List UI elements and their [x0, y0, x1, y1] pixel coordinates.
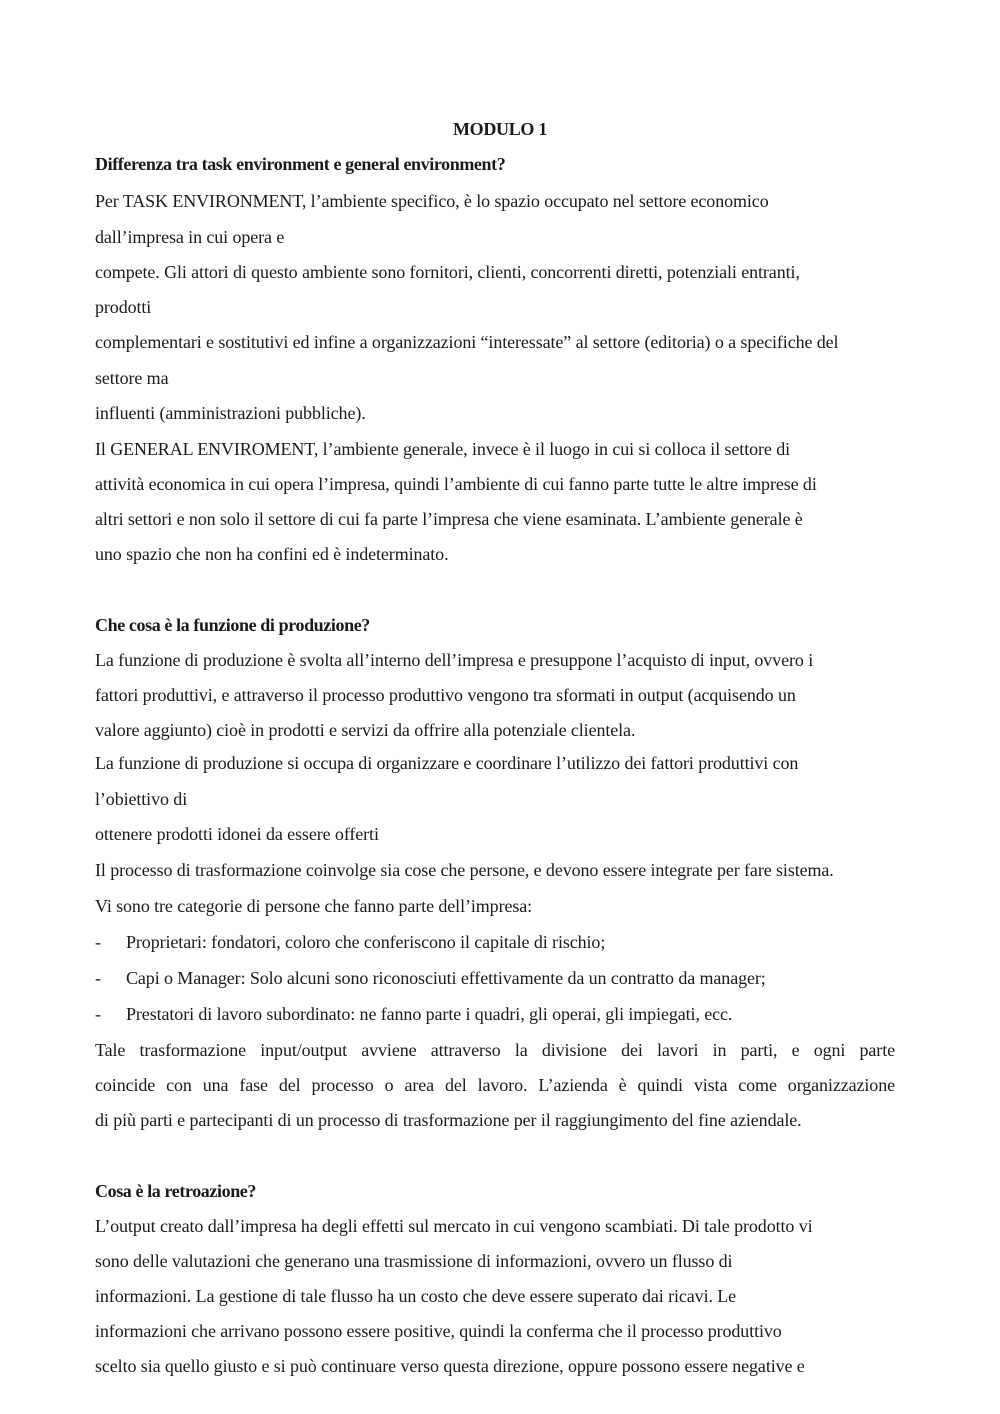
- question-heading-task-environment: Differenza tra task environment e general environment?: [95, 154, 506, 174]
- list-item: Proprietari: fondatori, coloro che conferiscono il capitale di rischio;: [126, 932, 606, 952]
- paragraph-line: dall’impresa in cui opera e: [95, 227, 285, 247]
- paragraph-line: altri settori e non solo il settore di cui fa parte l’impresa che viene esaminata. L’ambiente generale è: [95, 509, 803, 529]
- paragraph-line: valore aggiunto) cioè in prodotti e servizi da offrire alla potenziale clientela.: [95, 720, 636, 740]
- paragraph-line: La funzione di produzione si occupa di organizzare e coordinare l’utilizzo dei fattori produttivi con: [95, 753, 799, 773]
- paragraph-line: complementari e sostitutivi ed infine a organizzazioni “interessate” al settore (editoria) o a specifiche del: [95, 332, 839, 352]
- paragraph-line: Per TASK ENVIRONMENT, l’ambiente specifico, è lo spazio occupato nel settore economico: [95, 191, 769, 211]
- paragraph-line: sono delle valutazioni che generano una trasmissione di informazioni, ovvero un flusso di: [95, 1251, 733, 1271]
- paragraph-line: prodotti: [95, 297, 152, 317]
- paragraph-line: settore ma: [95, 368, 169, 388]
- paragraph-line: informazioni. La gestione di tale flusso ha un costo che deve essere superato dai ricavi. Le: [95, 1286, 737, 1306]
- list-bullet: -: [95, 1004, 101, 1024]
- page-title: MODULO 1: [452, 119, 548, 139]
- paragraph-line: Vi sono tre categorie di persone che fanno parte dell’impresa:: [95, 896, 533, 916]
- paragraph-line: uno spazio che non ha confini ed è indeterminato.: [95, 544, 449, 564]
- paragraph-line: Il GENERAL ENVIROMENT, l’ambiente generale, invece è il luogo in cui si colloca il settore di: [95, 439, 790, 459]
- paragraph-line: fattori produttivi, e attraverso il processo produttivo vengono tra sformati in output (acquisendo un: [95, 685, 796, 705]
- list-bullet: -: [95, 968, 101, 988]
- paragraph-line: informazioni che arrivano possono essere positive, quindi la conferma che il processo produttivo: [95, 1321, 782, 1341]
- paragraph-line: Tale trasformazione input/output avviene attraverso la divisione dei lavori in parti, e ogni parte: [95, 1040, 895, 1060]
- paragraph-line: Il processo di trasformazione coinvolge sia cose che persone, e devono essere integrate per fare sistema.: [95, 860, 834, 880]
- list-item: Prestatori di lavoro subordinato: ne fanno parte i quadri, gli operai, gli impiegati, ecc.: [126, 1004, 733, 1024]
- paragraph-line: L’output creato dall’impresa ha degli effetti sul mercato in cui vengono scambiati. Di tale prodotto vi: [95, 1216, 813, 1236]
- paragraph-line: attività economica in cui opera l’impresa, quindi l’ambiente di cui fanno parte tutte le altre imprese di: [95, 474, 817, 494]
- paragraph-line: l’obiettivo di: [95, 789, 188, 809]
- paragraph-line: coincide con una fase del processo o area del lavoro. L’azienda è quindi vista come organizzazione: [95, 1075, 895, 1095]
- paragraph-line: scelto sia quello giusto e si può continuare verso questa direzione, oppure possono essere negative e: [95, 1356, 805, 1376]
- paragraph-line: di più parti e partecipanti di un processo di trasformazione per il raggiungimento del fine aziendale.: [95, 1110, 802, 1130]
- list-item: Capi o Manager: Solo alcuni sono riconosciuti effettivamente da un contratto da manager;: [126, 968, 766, 988]
- paragraph-line: ottenere prodotti idonei da essere offerti: [95, 824, 379, 844]
- paragraph-line: compete. Gli attori di questo ambiente sono fornitori, clienti, concorrenti diretti, potenziali entranti,: [95, 262, 800, 282]
- question-heading-production-function: Che cosa è la funzione di produzione?: [95, 615, 370, 635]
- paragraph-line: La funzione di produzione è svolta all’interno dell’impresa e presuppone l’acquisto di input, ovvero i: [95, 650, 814, 670]
- question-heading-feedback: Cosa è la retroazione?: [95, 1181, 256, 1201]
- paragraph-line: influenti (amministrazioni pubbliche).: [95, 403, 366, 423]
- list-bullet: -: [95, 932, 101, 952]
